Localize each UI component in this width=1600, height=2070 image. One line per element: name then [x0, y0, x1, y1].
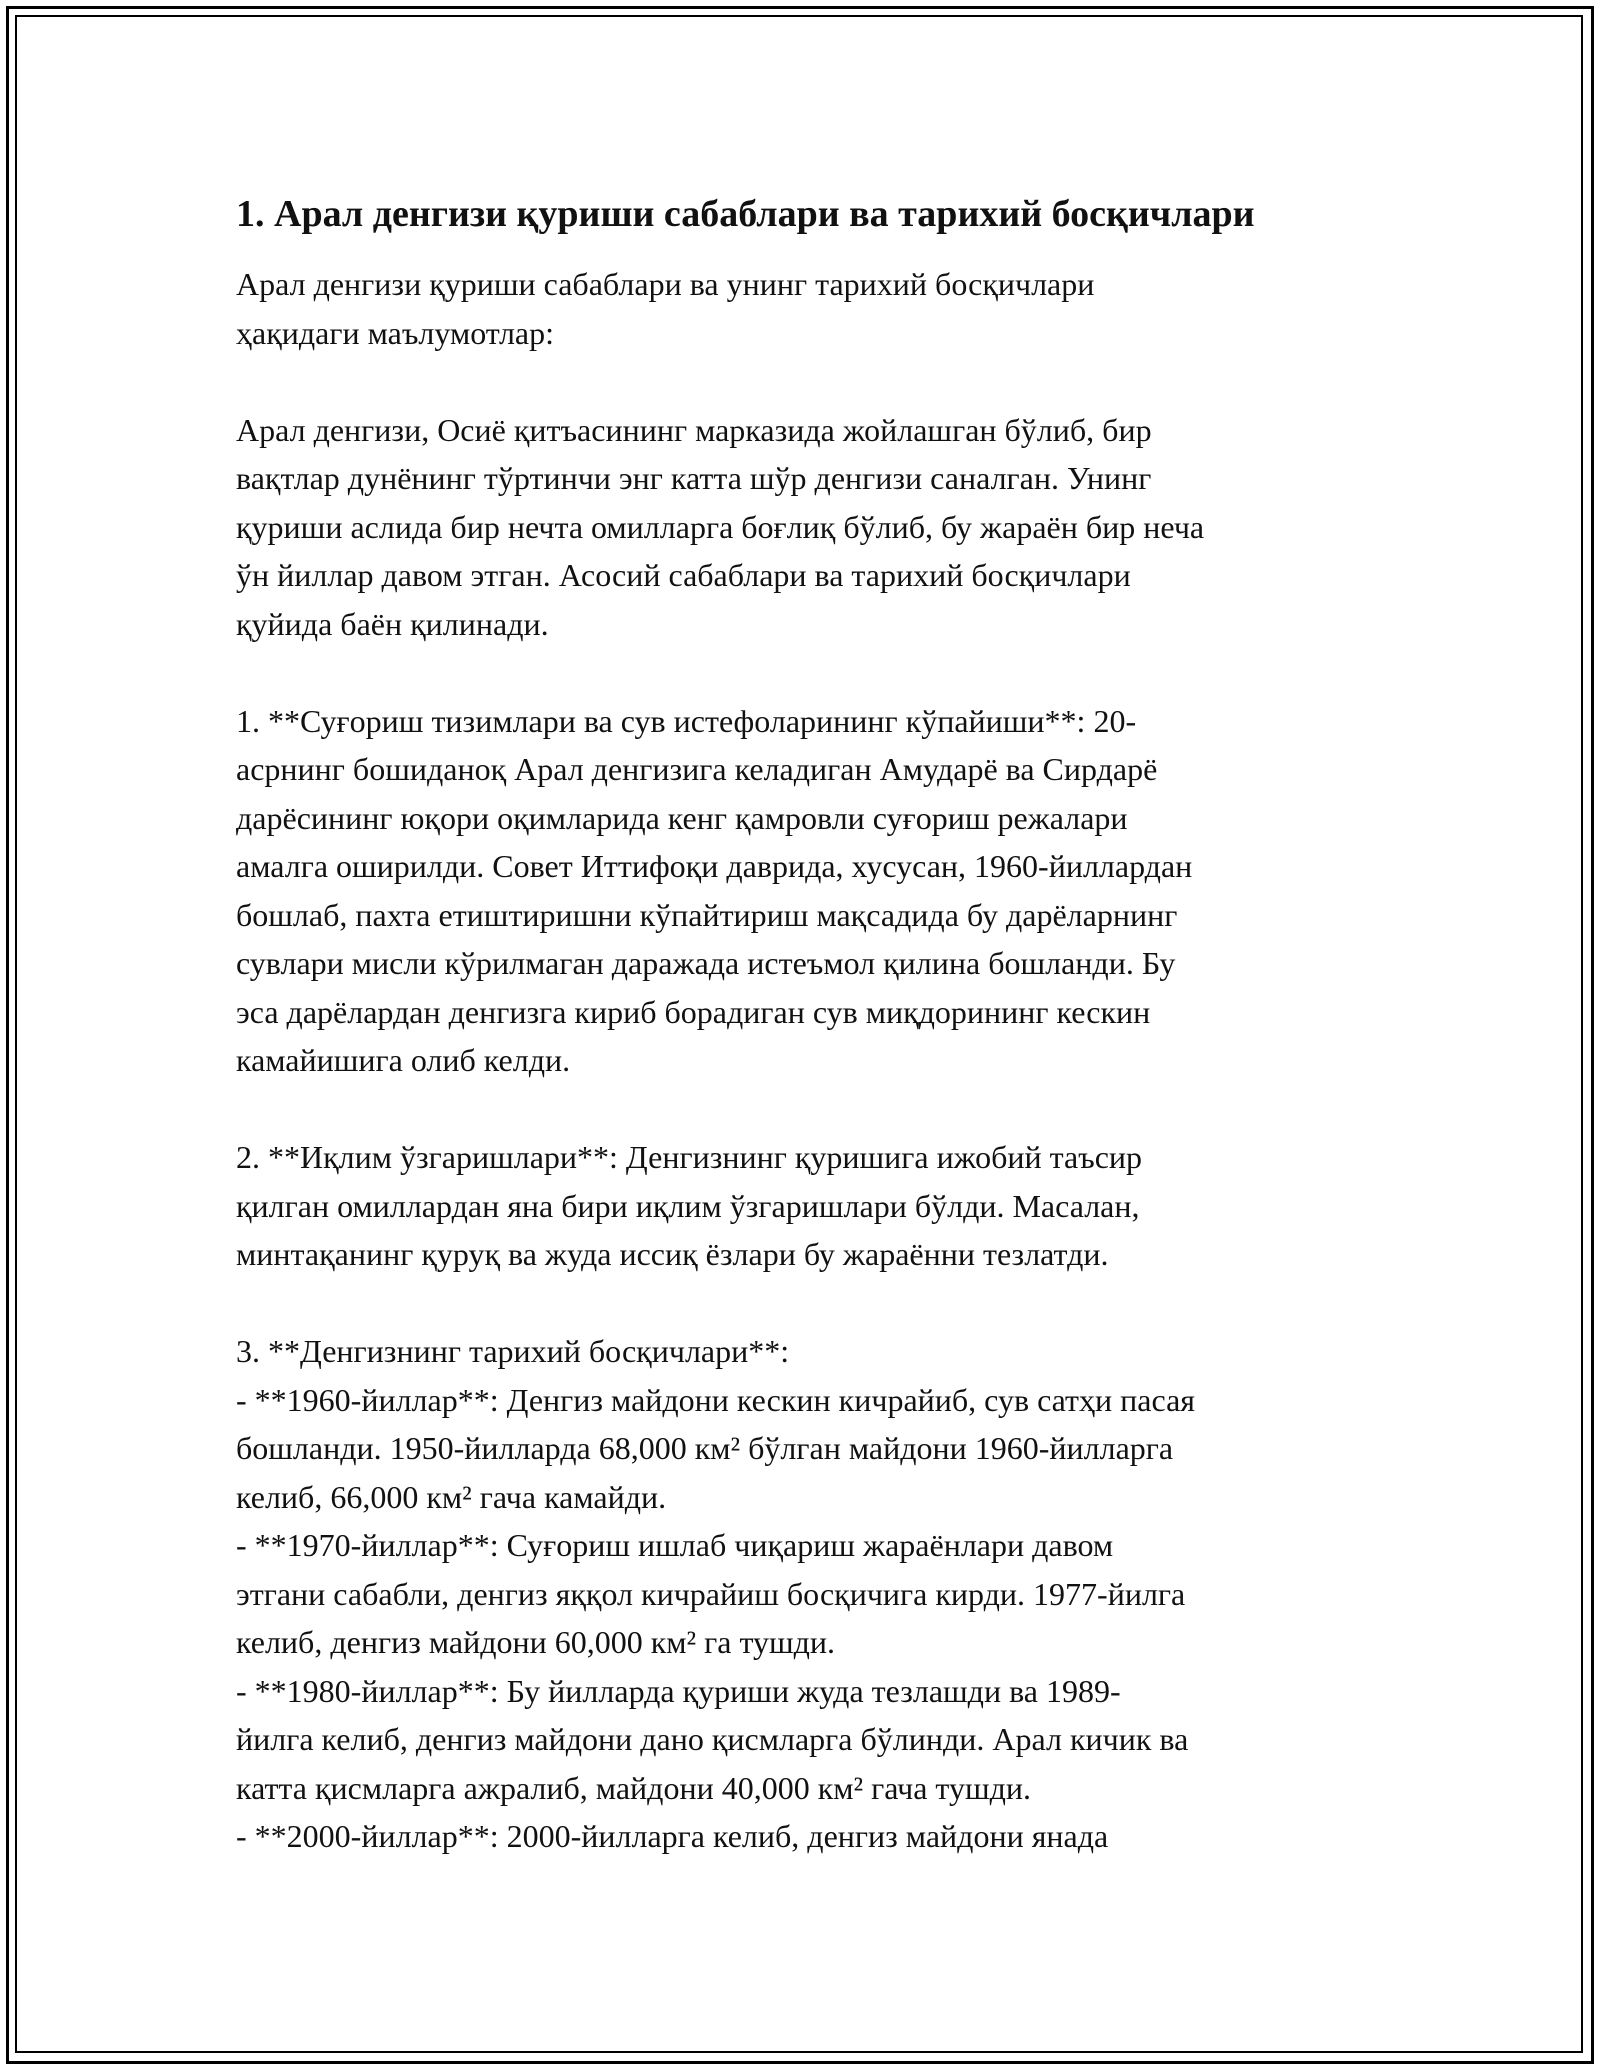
document-title: 1. Арал денгизи қуриши сабаблари ва тарихий босқичлари	[236, 193, 1255, 235]
document-body: Арал денгизи қуриши сабаблари ва унинг тарихий босқичлари ҳақидаги маълумотлар: Арал денгизи, Осиё қитъасининг марказида жойлашган бўлиб, бир вақтлар дунёнинг тўртинчи энг катта шўр денгизи саналган. Унинг қуриши аслида бир нечта омилларга боғлиқ бўлиб, бу жараён бир неча ўн йиллар давом этган. Асосий сабаблари ва тарихий босқичлари қуйида баён қилинади. 1. **Суғориш тизимлари ва сув истефоларининг кўпайиши**: 20- асрнинг бошиданоқ Арал денгизига келадиган Амударё ва Сирдарё дарёсининг юқори оқимларида кенг қамровли суғориш режалари амалга оширилди. Совет Иттифоқи даврида, хусусан, 1960-йиллардан бошлаб, пахта етиштиришни кўпайтириш мақсадида бу дарёларнинг сувлари мисли кўрилмаган даражада истеъмол қилина бошланди. Бу эса дарёлардан денгизга кириб борадиган сув миқдорининг кескин камайишига олиб келди. 2. **Иқлим ўзгаришлари**: Денгизнинг қуришига ижобий таъсир қилган омиллардан яна бири иқлим ўзгаришлари бўлди. Масалан, минтақанинг қуруқ ва жуда иссиқ ёзлари бу жараённи тезлатди. 3. **Денгизнинг тарихий босқичлари**: - **1960-йиллар**: Денгиз майдони кескин кичрайиб, сув сатҳи пасая бошланди. 1950-йилларда 68,000 км² бўлган майдони 1960-йилларга келиб, 66,000 км² гача камайди. - **1970-йиллар**: Суғориш ишлаб чиқариш жараёнлари давом этгани сабабли, денгиз яққол кичрайиш босқичига кирди. 1977-йилга келиб, денгиз майдони 60,000 км² га тушди. - **1980-йиллар**: Бу йилларда қуриши жуда тезлашди ва 1989- йилга келиб, денгиз майдони дано қисмларга бўлинди. Арал кичик ва катта қисмларга ажралиб, майдони 40,000 км² гача тушди. - **2000-йиллар**: 2000-йилларга келиб, денгиз майдони янада	[236, 266, 1205, 1854]
document-content	[236, 188, 1406, 1861]
